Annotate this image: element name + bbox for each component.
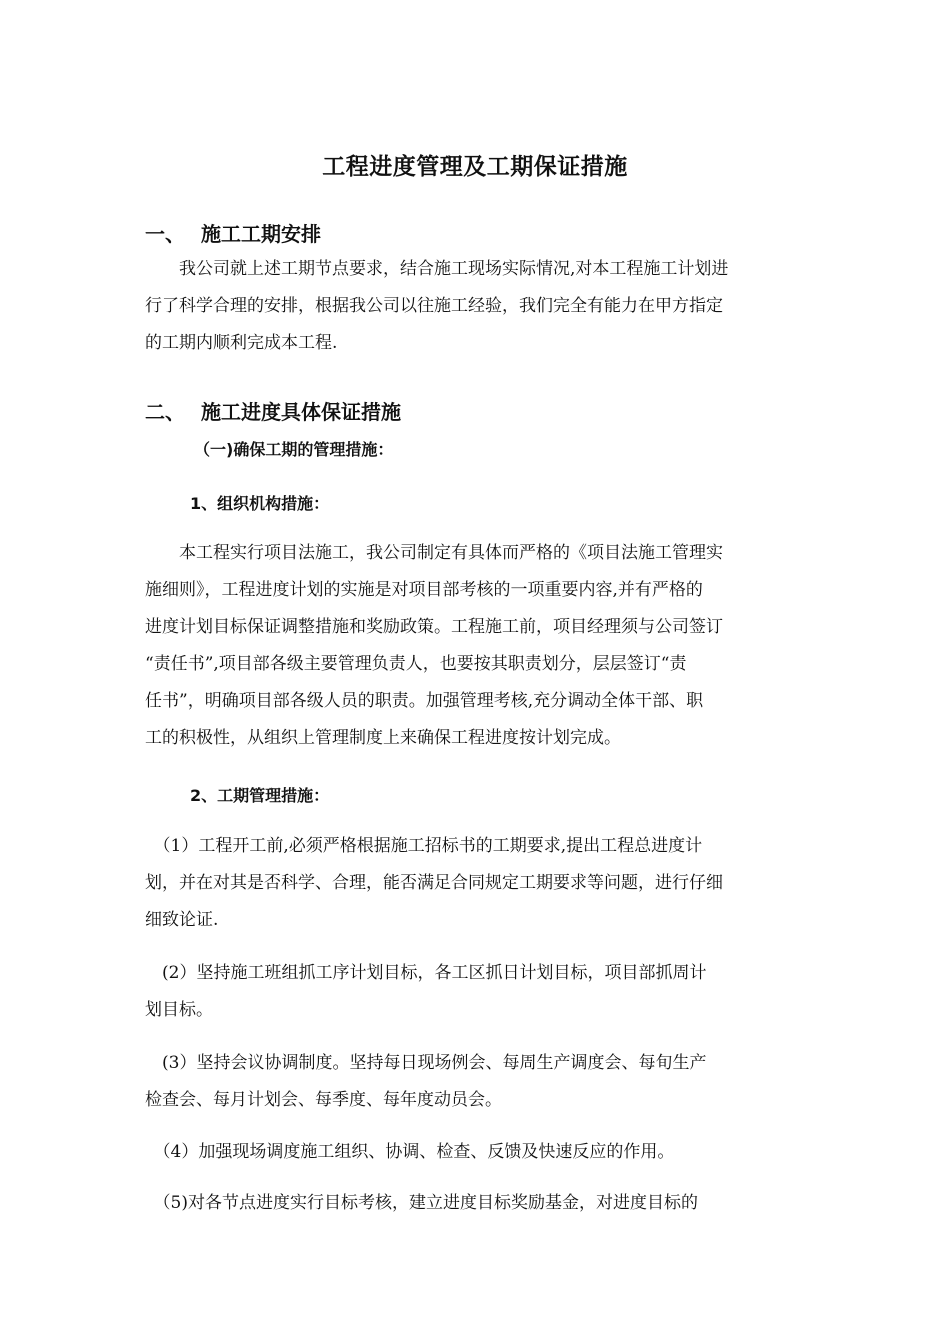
section-1-number: 一、: [145, 222, 185, 246]
text-line: 施细则》，工程进度计划的实施是对项目部考核的一项重要内容,并有严格的: [145, 580, 703, 600]
subsection-1-heading: （一)确保工期的管理措施：: [194, 440, 394, 459]
text-line: （1）工程开工前,必须严格根据施工招标书的工期要求,提出工程总进度计: [145, 836, 703, 856]
item-2-paragraph-4: [145, 1134, 807, 1171]
text-line: “责任书”,项目部各级主要管理负责人，也要按其职责划分，层层签订“责: [145, 654, 687, 674]
item-1-heading: 1、组织机构措施：: [190, 494, 330, 513]
document-title: 工程进度管理及工期保证措施: [322, 154, 628, 180]
text-line: (3）坚持会议协调制度。坚持每日现场例会、每周生产调度会、每旬生产: [145, 1053, 707, 1073]
text-line: 的工期内顺利完成本工程.: [145, 333, 338, 353]
section-2-number: 二、: [145, 400, 185, 424]
item-1-paragraph: [145, 535, 807, 757]
text-line: 行了科学合理的安排，根据我公司以往施工经验，我们完全有能力在甲方指定: [145, 296, 723, 316]
item-2-paragraph-3: [145, 1045, 807, 1119]
text-line: 细致论证.: [145, 910, 219, 930]
section-1-paragraph: [145, 251, 807, 362]
item-2-heading: 2、工期管理措施：: [190, 786, 330, 805]
text-line: 工的积极性，从组织上管理制度上来确保工程进度按计划完成。: [145, 728, 621, 748]
text-line: （5)对各节点进度实行目标考核，建立进度目标奖励基金，对进度目标的: [145, 1193, 698, 1213]
section-1-title: 施工工期安排: [201, 222, 321, 246]
text-line: (2）坚持施工班组抓工序计划目标，各工区抓日计划目标，项目部抓周计: [145, 963, 707, 983]
item-2-paragraph-2: [145, 955, 807, 1029]
section-2-title: 施工进度具体保证措施: [201, 400, 401, 424]
text-line: 本工程实行项目法施工，我公司制定有具体而严格的《项目法施工管理实: [145, 543, 723, 563]
text-line: 划，并在对其是否科学、合理，能否满足合同规定工期要求等问题，进行仔细: [145, 873, 723, 893]
text-line: （4）加强现场调度施工组织、协调、检查、反馈及快速反应的作用。: [145, 1142, 675, 1162]
text-line: 划目标。: [145, 1000, 213, 1020]
text-line: 进度计划目标保证调整措施和奖励政策。工程施工前，项目经理须与公司签订: [145, 617, 723, 637]
item-2-paragraph-5: [145, 1185, 807, 1222]
item-2-paragraph-1: [145, 828, 807, 939]
text-line: 任书”，明确项目部各级人员的职责。加强管理考核,充分调动全体干部、职: [145, 691, 704, 711]
section-2-heading: [145, 396, 401, 425]
text-line: 检查会、每月计划会、每季度、每年度动员会。: [145, 1090, 502, 1110]
text-line: 我公司就上述工期节点要求，结合施工现场实际情况,对本工程施工计划进: [145, 259, 729, 279]
section-1-heading: [145, 218, 321, 247]
